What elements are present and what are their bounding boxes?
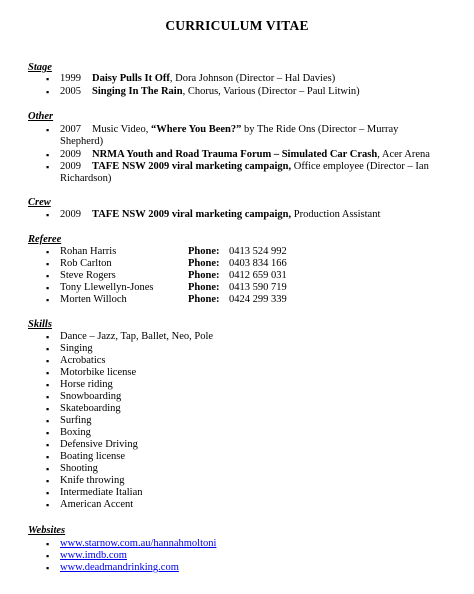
bullet-icon: ▪ bbox=[46, 416, 50, 426]
bullet-icon: ▪ bbox=[46, 551, 50, 561]
bullet-icon: ▪ bbox=[46, 74, 50, 84]
entry-detail: by The Ride Ons (Director – Murray bbox=[241, 124, 399, 135]
section-heading-stage: Stage bbox=[28, 62, 52, 73]
section-heading-referee: Referee bbox=[28, 234, 62, 245]
entry-prefix: Music Video, bbox=[92, 124, 151, 135]
bullet-icon: ▪ bbox=[46, 162, 50, 172]
bullet-icon: ▪ bbox=[46, 210, 50, 220]
website-link-deadmandrinking[interactable]: www.deadmandrinking.com bbox=[60, 562, 179, 573]
referee-name: Steve Rogers bbox=[60, 270, 116, 281]
bullet-icon: ▪ bbox=[46, 440, 50, 450]
entry-text bbox=[92, 73, 335, 85]
entry-detail: Production Assistant bbox=[291, 209, 381, 220]
bullet-icon: ▪ bbox=[46, 271, 50, 281]
entry-text bbox=[92, 149, 430, 161]
production-title: Singing In The Rain bbox=[92, 86, 183, 97]
skill-label: Boating license bbox=[60, 451, 126, 462]
skill-label: Knife throwing bbox=[60, 475, 125, 486]
year: 2005 bbox=[60, 86, 81, 97]
bullet-icon: ▪ bbox=[46, 344, 50, 354]
skill-label: Defensive Driving bbox=[60, 439, 138, 450]
bullet-icon: ▪ bbox=[46, 488, 50, 498]
bullet-icon: ▪ bbox=[46, 563, 50, 573]
bullet-icon: ▪ bbox=[46, 500, 50, 510]
entry-text bbox=[92, 86, 360, 98]
year: 2009 bbox=[60, 149, 81, 160]
section-heading-crew: Crew bbox=[28, 197, 51, 208]
skill-label: Snowboarding bbox=[60, 391, 122, 402]
skill-label: Singing bbox=[60, 343, 93, 354]
entry-text bbox=[92, 124, 398, 136]
bullet-icon: ▪ bbox=[46, 404, 50, 414]
referee-name: Morten Willoch bbox=[60, 294, 127, 305]
website-link-imdb[interactable]: www.imdb.com bbox=[60, 550, 127, 561]
bullet-icon: ▪ bbox=[46, 428, 50, 438]
skill-label: Skateboarding bbox=[60, 403, 121, 414]
phone-number: 0403 834 166 bbox=[229, 258, 287, 269]
phone-number: 0413 590 719 bbox=[229, 282, 287, 293]
website-link-starnow[interactable]: www.starnow.com.au/hannahmoltoni bbox=[60, 538, 217, 549]
production-title: TAFE NSW 2009 viral marketing campaign, bbox=[92, 161, 292, 172]
phone-label: Phone: bbox=[188, 258, 220, 269]
phone-number: 0412 659 031 bbox=[229, 270, 287, 281]
bullet-icon: ▪ bbox=[46, 368, 50, 378]
bullet-icon: ▪ bbox=[46, 295, 50, 305]
year: 2009 bbox=[60, 209, 81, 220]
bullet-icon: ▪ bbox=[46, 332, 50, 342]
entry-detail: , Chorus, Various (Director – Paul Litwin) bbox=[182, 86, 360, 97]
production-title: Daisy Pulls It Off bbox=[92, 73, 170, 84]
section-heading-websites: Websites bbox=[28, 525, 66, 536]
production-title: TAFE NSW 2009 viral marketing campaign, bbox=[92, 209, 292, 220]
phone-label: Phone: bbox=[188, 294, 220, 305]
referee-name: Rob Carlton bbox=[60, 258, 112, 269]
production-title: NRMA Youth and Road Trauma Forum – Simulated Car Crash bbox=[92, 149, 378, 160]
bullet-icon: ▪ bbox=[46, 464, 50, 474]
entry-detail: Office employee (Director – Ian bbox=[291, 161, 429, 172]
entry-text bbox=[92, 209, 380, 221]
skill-label: Intermediate Italian bbox=[60, 487, 143, 498]
phone-label: Phone: bbox=[188, 246, 220, 257]
bullet-icon: ▪ bbox=[46, 476, 50, 486]
skill-label: Acrobatics bbox=[60, 355, 106, 366]
bullet-icon: ▪ bbox=[46, 356, 50, 366]
entry-detail-line2: Richardson) bbox=[60, 173, 112, 184]
year: 2007 bbox=[60, 124, 81, 135]
bullet-icon: ▪ bbox=[46, 380, 50, 390]
referee-name: Rohan Harris bbox=[60, 246, 117, 257]
skill-label: Dance – Jazz, Tap, Ballet, Neo, Pole bbox=[60, 331, 214, 342]
year: 1999 bbox=[60, 73, 81, 84]
entry-detail-line2: Shepherd) bbox=[60, 136, 104, 147]
skill-label: Horse riding bbox=[60, 379, 113, 390]
bullet-icon: ▪ bbox=[46, 150, 50, 160]
skill-label: Shooting bbox=[60, 463, 98, 474]
bullet-icon: ▪ bbox=[46, 247, 50, 257]
referee-name: Tony Llewellyn-Jones bbox=[60, 282, 154, 293]
bullet-icon: ▪ bbox=[46, 87, 50, 97]
bullet-icon: ▪ bbox=[46, 392, 50, 402]
skill-label: American Accent bbox=[60, 499, 134, 510]
entry-detail: , Dora Johnson (Director – Hal Davies) bbox=[169, 73, 336, 84]
year: 2009 bbox=[60, 161, 81, 172]
phone-label: Phone: bbox=[188, 282, 220, 293]
bullet-icon: ▪ bbox=[46, 452, 50, 462]
section-heading-skills: Skills bbox=[28, 319, 52, 330]
bullet-icon: ▪ bbox=[46, 259, 50, 269]
skill-label: Surfing bbox=[60, 415, 92, 426]
document-title: CURRICULUM VITAE bbox=[165, 18, 309, 33]
bullet-icon: ▪ bbox=[46, 125, 50, 135]
entry-text bbox=[92, 161, 429, 173]
bullet-icon: ▪ bbox=[46, 283, 50, 293]
skill-label: Boxing bbox=[60, 427, 91, 438]
production-title: “Where You Been?” bbox=[150, 124, 242, 135]
phone-number: 0424 299 339 bbox=[229, 294, 287, 305]
entry-detail: , Acer Arena bbox=[377, 149, 430, 160]
phone-label: Phone: bbox=[188, 270, 220, 281]
section-heading-other: Other bbox=[28, 111, 54, 122]
phone-number: 0413 524 992 bbox=[229, 246, 287, 257]
bullet-icon: ▪ bbox=[46, 539, 50, 549]
skill-label: Motorbike license bbox=[60, 367, 137, 378]
